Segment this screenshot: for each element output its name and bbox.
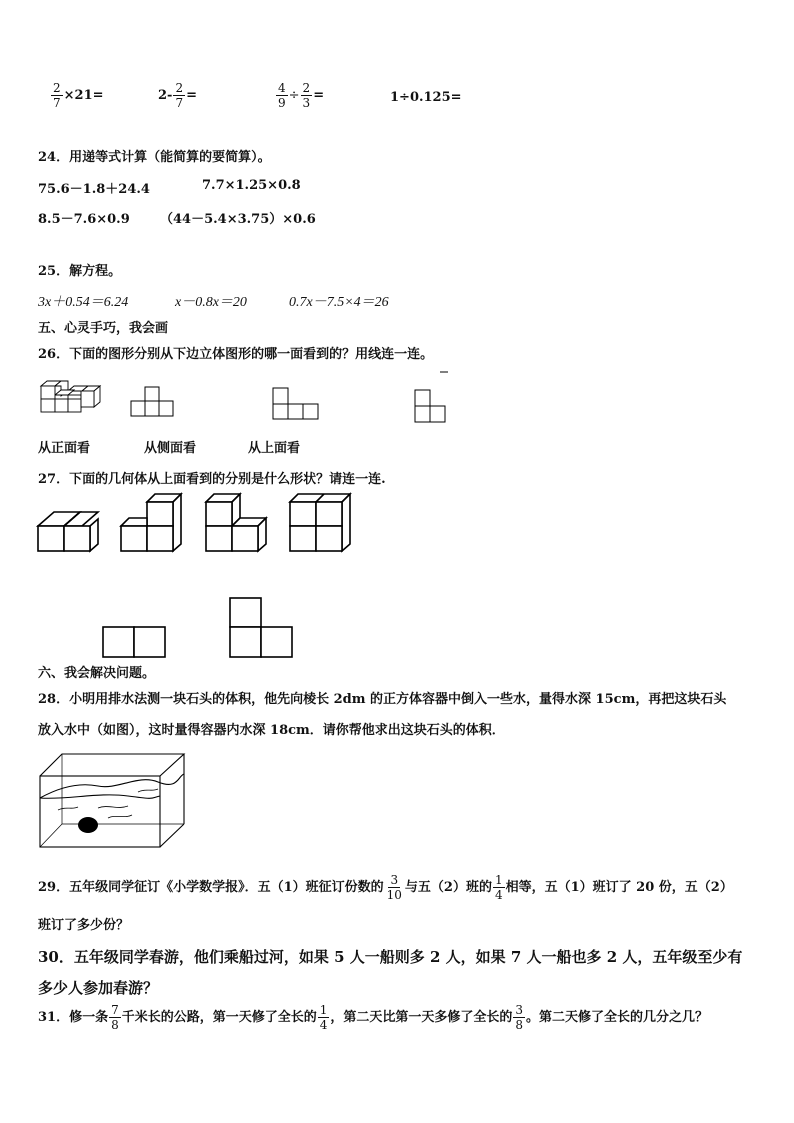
- q26-label-top: 从上面看: [248, 441, 301, 456]
- q25-equation-3: 0.7x－7.5×4＝26: [289, 295, 389, 310]
- calc-item-1: $\frac{2}{7}$ ×21=: [53, 81, 104, 110]
- calc-item-2: 2- $\frac{2}{7}$ =: [158, 81, 197, 110]
- q30-line-1: 30．五年级同学春游，他们乘船过河，如果 5 人一船则多 2 人，如果 7 人一船也多 2 人，五年级至少有: [38, 948, 743, 966]
- q27-solid-1: [36, 506, 102, 554]
- q28-line-2: 放入水中（如图），这时量得容器内水深 18cm．请你帮他求出这块石头的体积．: [38, 723, 505, 738]
- q25-title: 25．解方程。: [38, 264, 122, 279]
- q26-title: 26．下面的图形分别从下边立体图形的哪一面看到的？用线连一连。: [38, 347, 434, 362]
- q24-item-1: 75.6－1.8＋24.4: [38, 182, 150, 197]
- calc-item-3: $\frac{4}{9}$ ÷ $\frac{2}{3}$ =: [278, 81, 325, 110]
- q27-solid-2: [119, 490, 185, 554]
- q26-label-front: 从正面看: [38, 441, 91, 456]
- q28-line-1: 28．小明用排水法测一块石头的体积，他先向棱长 2dm 的正方体容器中倒入一些水，量得水深 15cm，再把这块石头: [38, 692, 727, 707]
- q24-item-3: 8.5－7.6×0.9: [38, 212, 130, 227]
- q28-container-figure: [38, 752, 188, 850]
- q24-title: 24．用递等式计算（能简算的要简算）。: [38, 150, 271, 165]
- q27-view-l-shape: [228, 596, 294, 660]
- q27-view-two-squares: [101, 625, 167, 659]
- q25-equation-2: x－0.8x＝20: [175, 295, 247, 310]
- q26-view-2: [272, 387, 320, 421]
- q26-view-3: [414, 370, 450, 424]
- q24-item-2: 7.7×1.25×0.8: [202, 178, 301, 193]
- section-5-heading: 五、心灵手巧，我会画: [38, 321, 169, 336]
- q26-view-1: [130, 385, 174, 419]
- q29-line-1: 29．五年级同学征订《小学数学报》．五（1）班征订份数的 $\frac{3}{10}$ 与五（2）班的 $\frac{1}{4}$ 相等，五（1）班订了 20 份，五（2）: [38, 873, 733, 902]
- q25-equation-1: 3x＋0.54＝6.24: [38, 295, 129, 310]
- stone: [78, 817, 98, 833]
- q29-line-2: 班订了多少份？: [38, 918, 130, 933]
- q26-solid-figure: [38, 378, 102, 422]
- q27-solid-4: [288, 490, 354, 554]
- q27-solid-3: [204, 490, 270, 554]
- section-6-heading: 六、我会解决问题。: [38, 666, 156, 681]
- calc-item-4: 1÷0.125=: [390, 90, 462, 105]
- q30-line-2: 多少人参加春游？: [38, 979, 159, 997]
- q27-title: 27．下面的几何体从上面看到的分别是什么形状？请连一连.: [38, 472, 386, 487]
- q24-item-4: （44－5.4×3.75）×0.6: [160, 212, 316, 227]
- q31-line: 31．修一条 $\frac{7}{8}$ 千米长的公路，第一天修了全长的 $\frac{1}{4}$ ，第二天比第一天多修了全长的 $\frac{3}{8}$ 。第二天修了全长的几分之几？: [38, 1003, 709, 1032]
- q26-label-side: 从侧面看: [144, 441, 197, 456]
